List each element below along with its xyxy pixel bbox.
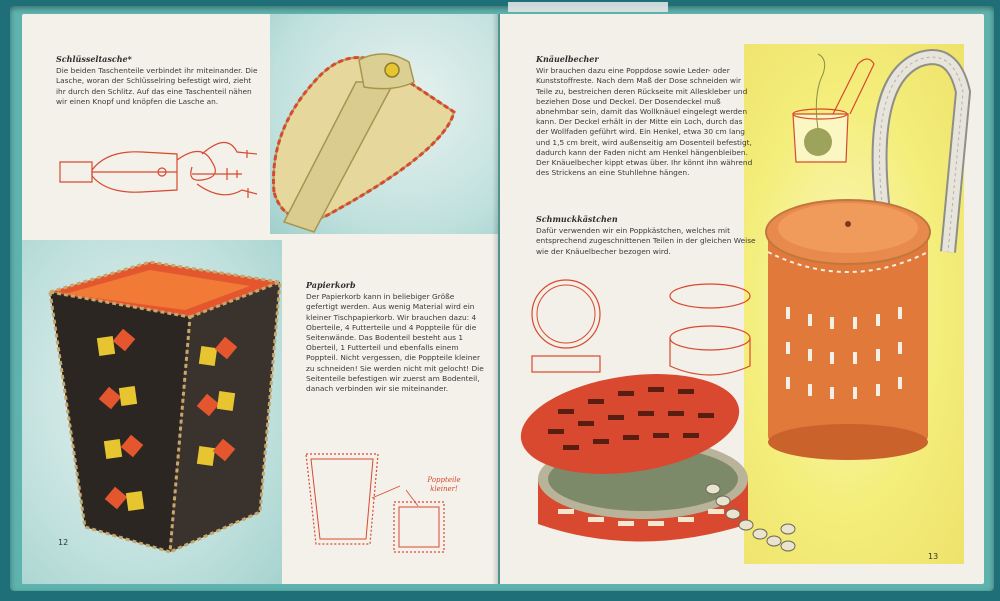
- jewelry-box-heading: Schmuckkästchen: [536, 214, 618, 224]
- yarn-cup-text: [536, 54, 756, 178]
- key-pouch-diagram: [52, 132, 262, 212]
- right-page: [500, 14, 984, 584]
- library-stamp: [508, 2, 668, 12]
- wastebasket-illustration: [50, 262, 280, 552]
- wastebasket-templates: [302, 446, 472, 556]
- jewelry-box-text: [536, 214, 756, 257]
- key-pouch-body: Die beiden Taschenteile verbindet ihr miteinander. Die Lasche, woran der Schlüsselring befestigt wird, zieht ihr durch den Schlitz. Auf das eine Taschenteil nähen wir einen Knopf und knöpfen die Lasche an.: [56, 66, 258, 106]
- yarn-cup-body: Wir brauchen dazu eine Poppdose sowie Leder- oder Kunststoffreste. Nach dem Maß der Dose schneiden wir Teile zu, bestreichen deren Rückseite mit Alleskleber und beziehen Dose und Deckel. Der Dosendeckel muß abnehmbar sein, damit das Wollknäuel eingelegt werden kann. Der Deckel erhält in der Mitte ein Loch, durch das der Wollfaden geführt wird. Ein Henkel, etwa 30 cm lang und 1,5 cm breit, wird außenseitig am Dosenteil befestigt, dadurch kann der Faden nicht am Henkel hängenbleiben. Der Knäuelbecher kippt etwas über. Ihr könnt ihn während des Strickens an eine Stuhllehne hängen.: [536, 66, 753, 178]
- jewelry-box-body: Dafür verwenden wir ein Poppkästchen, welches mit entsprechend zugeschnittenen Teilen in der gleichen Weise wie der Knäuelbecher bezogen wird.: [536, 226, 756, 256]
- templates-label: Poppteile kleiner!: [427, 476, 461, 493]
- wastebasket-body: Der Papierkorb kann in beliebiger Größe gefertigt werden. Aus wenig Material wird ein kleiner Tischpapierkorb. Wir brauchen dazu: 4 Oberteile, 4 Futterteile und 4 Poppteile für die Seitenwände. Das Bodenteil besteht aus 1 Oberteil, 1 Futterteil und ebenfalls einem Poppteil. Nicht vergessen, die Poppteile kleiner zu schneiden! Sie werden nicht mit gelocht! Die Seitenteile befestigen wir zuerst am Bodenteil, danach verbinden wir sie miteinander.: [306, 292, 484, 394]
- yarn-cup-heading: Knäuelbecher: [536, 54, 599, 64]
- key-pouch-text: [56, 54, 261, 107]
- page-number-right: 13: [928, 552, 939, 561]
- key-pouch-illustration: [264, 42, 464, 232]
- page-number-left: 12: [58, 538, 69, 547]
- key-pouch-heading: Schlüsseltasche*: [56, 54, 132, 64]
- jewelry-box-illustration: [518, 369, 808, 569]
- wastebasket-heading: Papierkorb: [306, 280, 356, 290]
- wastebasket-text: [306, 280, 486, 394]
- left-page: [22, 14, 498, 584]
